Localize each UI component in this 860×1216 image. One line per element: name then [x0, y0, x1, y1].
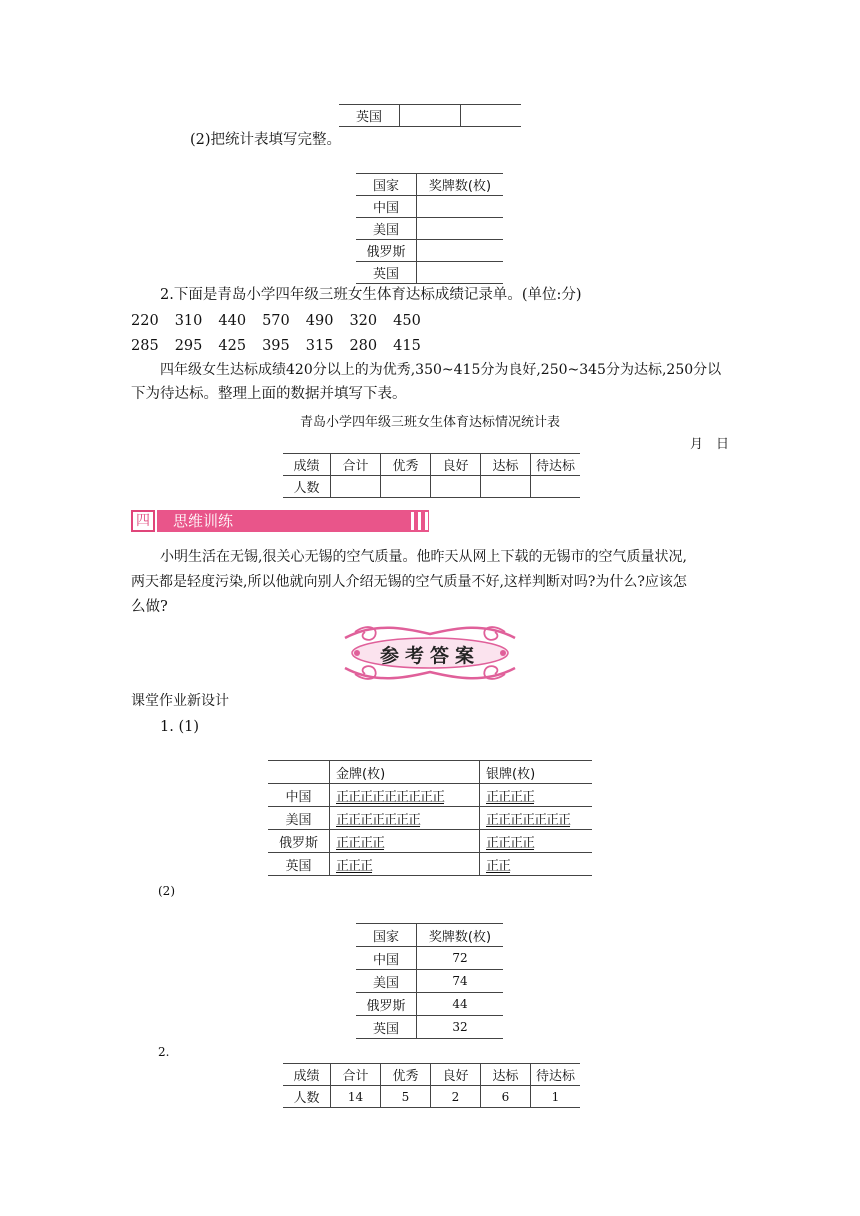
row-label: 英国 [356, 1016, 417, 1039]
value-cell: 74 [417, 970, 504, 993]
row-label: 中国 [356, 196, 417, 218]
answer-1-label: 1. (1) [160, 719, 199, 735]
row-label: 人数 [283, 476, 331, 498]
value-cell: 6 [481, 1086, 531, 1108]
header-cell: 达标 [481, 1064, 531, 1086]
q2-text-line2: 下为待达标。整理上面的数据并填写下表。 [131, 386, 407, 402]
section-four-banner [131, 510, 327, 532]
score: 440 [218, 313, 247, 329]
score: 570 [262, 313, 290, 329]
score-answer-table [283, 1063, 580, 1108]
score: 315 [305, 338, 334, 354]
header-cell: 成绩 [283, 454, 331, 476]
medal-answer-table [356, 923, 503, 1039]
header-cell: 金牌(枚) [330, 761, 480, 784]
empty-cell [417, 218, 504, 240]
empty-cell [331, 476, 381, 498]
empty-cell [481, 476, 531, 498]
row-label: 俄罗斯 [268, 830, 330, 853]
empty-cell [417, 196, 504, 218]
empty-cell [381, 476, 431, 498]
section-title: 思维训练 [173, 512, 234, 530]
row-label: 美国 [356, 218, 417, 240]
row-label: 美国 [356, 970, 417, 993]
answer-2-label: (2) [158, 884, 175, 898]
value-cell: 2 [431, 1086, 481, 1108]
section-number: 四 [131, 510, 155, 532]
tally-cell [330, 830, 480, 853]
value-cell: 5 [381, 1086, 431, 1108]
answer-banner-text: 参考答案 [379, 645, 480, 667]
score: 285 [131, 338, 159, 354]
tally-mark: 正正正正正正正正正 [336, 789, 445, 805]
score: 220 [131, 313, 159, 329]
header-cell: 奖牌数(枚) [417, 174, 504, 196]
header-cell: 奖牌数(枚) [417, 924, 504, 947]
value-cell: 44 [417, 993, 504, 1016]
header-cell: 合计 [331, 454, 381, 476]
header-cell: 良好 [431, 454, 481, 476]
table-cell [461, 105, 522, 127]
empty-cell [531, 476, 581, 498]
scores-row-2 [131, 336, 421, 356]
score-fill-table [283, 453, 580, 498]
tally-mark: 正正正正 [486, 789, 535, 805]
answer-3-label: 2. [158, 1045, 170, 1059]
score: 395 [262, 338, 290, 354]
tally-cell [330, 784, 480, 807]
header-cell: 国家 [356, 174, 417, 196]
header-cell: 银牌(枚) [480, 761, 593, 784]
row-label: 中国 [356, 947, 417, 970]
thinking-line1: 小明生活在无锡,很关心无锡的空气质量。他昨天从网上下载的无锡市的空气质量状况, [160, 549, 687, 565]
tally-cell [480, 807, 593, 830]
header-cell: 达标 [481, 454, 531, 476]
score: 425 [218, 338, 247, 354]
row-label: 英国 [356, 262, 417, 284]
header-cell: 成绩 [283, 1064, 331, 1086]
score: 310 [174, 313, 203, 329]
row-label: 俄罗斯 [356, 240, 417, 262]
tally-mark: 正正正正正正正 [486, 812, 571, 828]
decor-stripe [418, 512, 421, 530]
table-cell [400, 105, 461, 127]
score: 415 [393, 338, 421, 354]
answers-heading: 课堂作业新设计 [131, 693, 229, 709]
score: 490 [305, 313, 334, 329]
tally-mark: 正正正正正正正 [336, 812, 421, 828]
thinking-line3: 么做? [131, 599, 168, 615]
score: 295 [174, 338, 203, 354]
empty-cell [417, 240, 504, 262]
tally-cell [480, 853, 593, 876]
scores-row-1 [131, 311, 421, 331]
answer-banner [335, 618, 525, 688]
value-cell: 1 [531, 1086, 581, 1108]
tally-mark: 正正 [486, 858, 511, 874]
header-cell: 合计 [331, 1064, 381, 1086]
score: 320 [349, 313, 378, 329]
header-cell [268, 761, 330, 784]
row-label: 英国 [268, 853, 330, 876]
tally-table [268, 760, 592, 876]
tally-cell [330, 807, 480, 830]
header-cell: 待达标 [531, 1064, 581, 1086]
row-label: 俄罗斯 [356, 993, 417, 1016]
table-cell: 英国 [339, 105, 400, 127]
row-label: 中国 [268, 784, 330, 807]
tally-cell [480, 784, 593, 807]
thinking-line2: 两天都是轻度污染,所以他就向别人介绍无锡的空气质量不好,这样判断对吗?为什么?应该怎 [131, 574, 687, 590]
q2-intro: 2.下面是青岛小学四年级三班女生体育达标成绩记录单。(单位:分) [160, 287, 582, 303]
tally-mark: 正正正 [336, 858, 373, 874]
decor-stripe [411, 512, 414, 530]
score: 280 [349, 338, 378, 354]
empty-cell [417, 262, 504, 284]
score: 450 [393, 313, 421, 329]
tally-cell [330, 853, 480, 876]
date-label: 月 日 [690, 437, 730, 452]
header-cell: 优秀 [381, 454, 431, 476]
header-cell: 良好 [431, 1064, 481, 1086]
tally-mark: 正正正正 [336, 835, 385, 851]
q2-text-line1: 四年级女生达标成绩420分以上的为优秀,350~415分为良好,250~345分为达标,250分以 [160, 362, 722, 378]
top-partial-table [339, 104, 521, 127]
value-cell: 32 [417, 1016, 504, 1039]
value-cell: 72 [417, 947, 504, 970]
value-cell: 14 [331, 1086, 381, 1108]
decor-stripe [425, 512, 428, 530]
header-cell: 国家 [356, 924, 417, 947]
header-cell: 优秀 [381, 1064, 431, 1086]
q1-part2-instruction: (2)把统计表填写完整。 [190, 132, 342, 148]
row-label: 人数 [283, 1086, 331, 1108]
header-cell: 待达标 [531, 454, 581, 476]
table-title: 青岛小学四年级三班女生体育达标情况统计表 [299, 415, 560, 430]
row-label: 美国 [268, 807, 330, 830]
tally-mark: 正正正正 [486, 835, 535, 851]
medal-fill-table [356, 173, 503, 284]
empty-cell [431, 476, 481, 498]
tally-cell [480, 830, 593, 853]
